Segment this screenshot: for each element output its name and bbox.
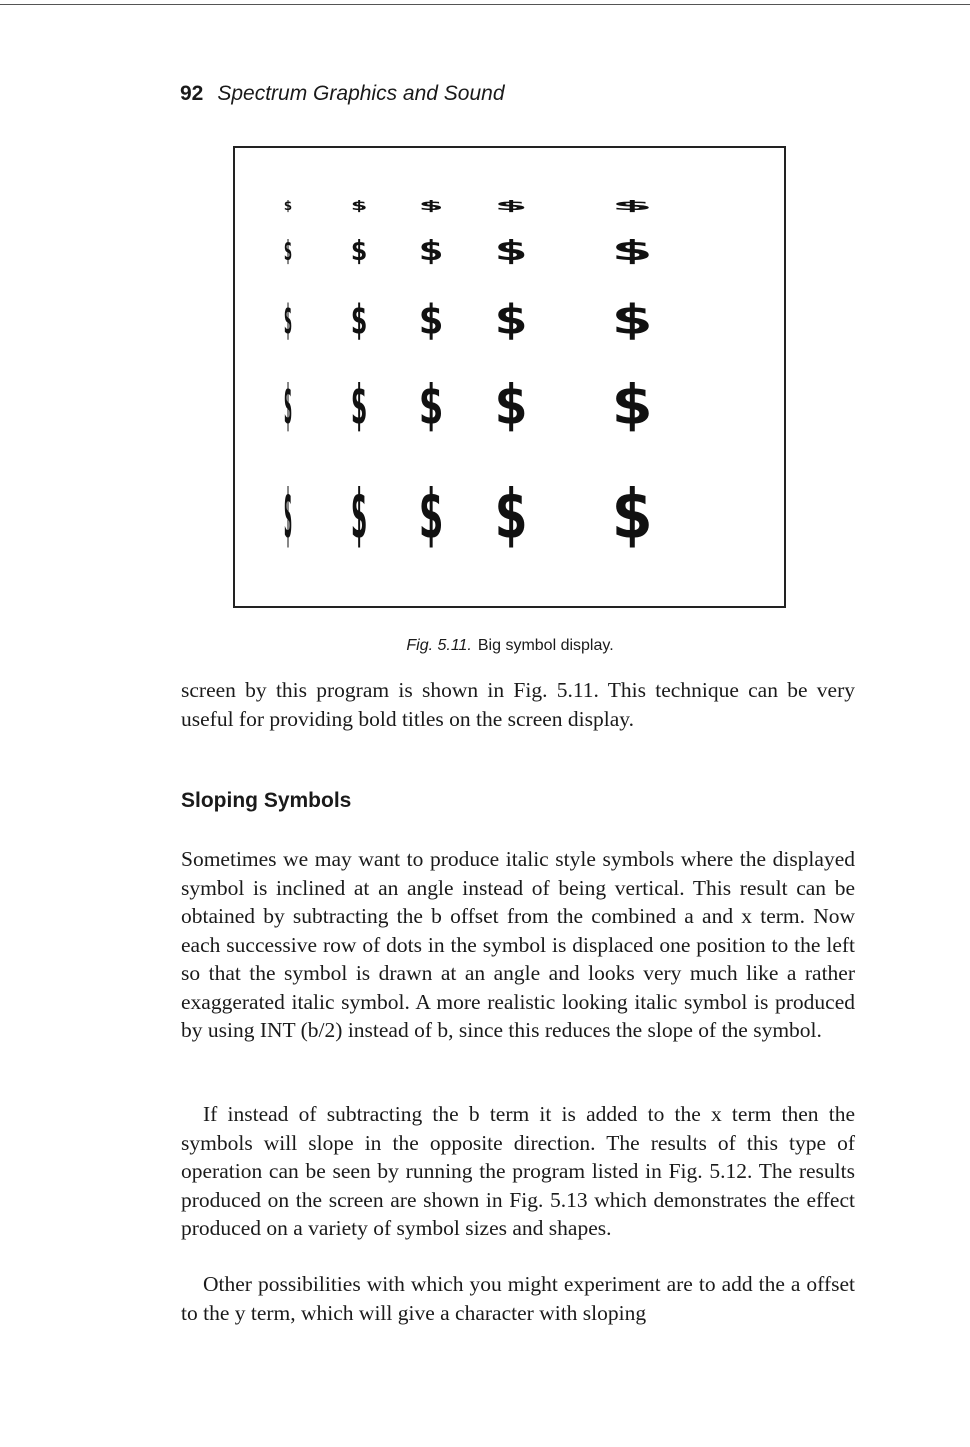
running-title: Spectrum Graphics and Sound — [217, 82, 505, 105]
symbol-grid — [235, 148, 784, 606]
running-head — [180, 82, 505, 106]
big-dollar-symbol: $ — [610, 474, 654, 555]
big-dollar-symbol: $ — [417, 197, 445, 214]
big-dollar-symbol: $ — [283, 297, 293, 345]
big-dollar-symbol: $ — [417, 372, 445, 437]
big-dollar-symbol: $ — [283, 473, 293, 555]
figure-caption-text: Big symbol display. — [477, 637, 614, 654]
big-dollar-symbol: $ — [610, 374, 654, 438]
big-dollar-symbol: $ — [493, 474, 529, 554]
paragraph-2: Sometimes we may want to produce italic style symbols where the displayed symbol is inclined at an angle instead of being vertical. This result can be obtained by subtracting the b offset from the combined a and x term. Now each successive row of dots in the symbol is displaced one position to the left so that the symbol is drawn at an angle and looks very much like a rather exaggerated italic symbol. A more realistic looking italic symbol is produced by using INT (b/2) instead of b, since this reduces the slope of the symbol. — [181, 847, 855, 1042]
big-dollar-symbol: $ — [493, 197, 529, 214]
big-dollar-symbol: $ — [417, 295, 445, 344]
big-dollar-symbol: $ — [350, 374, 368, 438]
paragraph-3: If instead of subtracting the b term it is added to the x term then the symbols will slope in the opposite direction. The results of this type of operation can be seen by running the program listed in Fig. 5.12. The results produced on the screen are shown in Fig. 5.13 which demonstrates the effect produced on a variety of symbol sizes and shapes. — [181, 1102, 855, 1240]
big-dollar-symbol: $ — [350, 296, 368, 345]
figure-big-symbol-display — [233, 146, 786, 608]
figure-label: Fig. 5.11. — [406, 637, 472, 654]
paragraph-1: screen by this program is shown in Fig. 5.11. This technique can be very useful for providing bold titles on the screen display. — [181, 678, 855, 731]
big-dollar-symbol: $ — [610, 234, 654, 267]
big-dollar-symbol: $ — [493, 234, 529, 267]
big-dollar-symbol: $ — [283, 374, 293, 438]
figure-caption — [0, 637, 970, 655]
big-dollar-symbol: $ — [493, 296, 529, 344]
big-dollar-symbol: $ — [610, 296, 654, 344]
big-dollar-symbol: $ — [610, 197, 654, 214]
page-top-rule — [0, 4, 970, 5]
section-heading: Sloping Symbols — [181, 789, 352, 812]
big-dollar-symbol: $ — [350, 234, 368, 267]
big-dollar-symbol: $ — [417, 475, 445, 555]
big-dollar-symbol: $ — [283, 198, 293, 214]
paragraph-4: Other possibilities with which you might experiment are to add the a offset to the y term, which will give a character with sloping — [181, 1272, 855, 1325]
big-dollar-symbol: $ — [350, 197, 368, 214]
page-number: 92 — [180, 82, 204, 105]
big-dollar-symbol: $ — [493, 374, 529, 438]
big-dollar-symbol: $ — [350, 476, 368, 555]
big-dollar-symbol: $ — [417, 234, 445, 267]
big-dollar-symbol: $ — [283, 236, 293, 268]
